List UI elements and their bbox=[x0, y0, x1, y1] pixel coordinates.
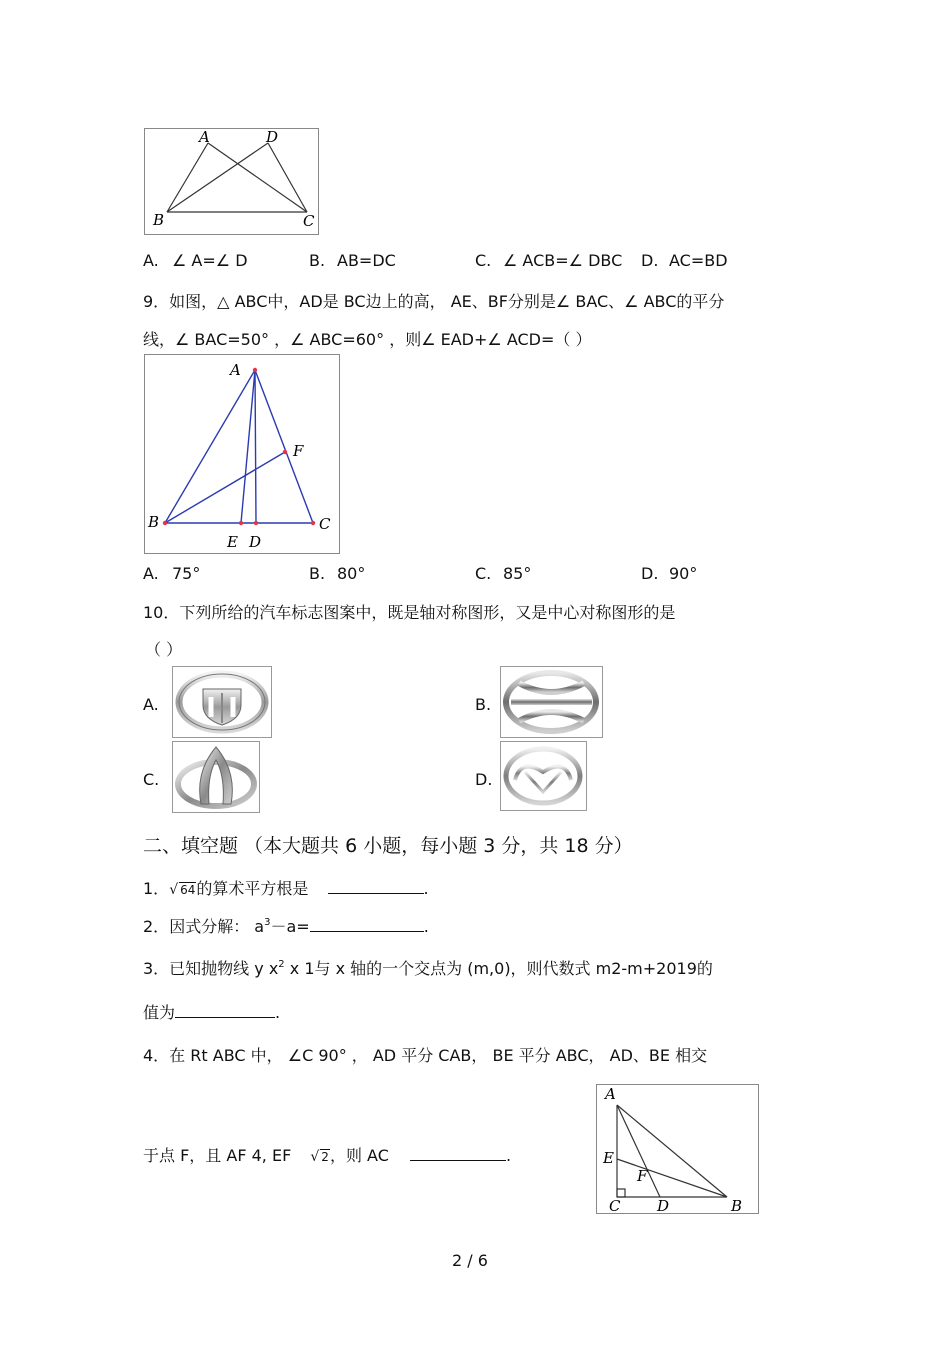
q8-diagram bbox=[145, 129, 318, 234]
q10-option-c-letter: C. bbox=[143, 770, 160, 789]
q10-stem-line1: 10．下列所给的汽车标志图案中，既是轴对称图形，又是中心对称图形的是 bbox=[143, 603, 676, 622]
q10-option-d-letter: D. bbox=[475, 770, 493, 789]
q8-option-b-letter: B. bbox=[309, 251, 326, 270]
fill-q4-figure bbox=[596, 1084, 759, 1214]
q9-label-c: C bbox=[319, 515, 331, 533]
fill-q4-label-a: A bbox=[605, 1085, 616, 1103]
fill-q3-exponent: 2 bbox=[278, 959, 285, 970]
mazda-logo-icon bbox=[500, 741, 587, 811]
fill-q3-text-b: x 1与 x 轴的一个交点为 (m,0)，则代数式 m2-m+2019的 bbox=[284, 959, 713, 978]
hino-logo-icon bbox=[500, 666, 603, 738]
q9-label-e: E bbox=[227, 533, 238, 551]
changan-logo-icon bbox=[172, 741, 260, 813]
fill-q4-text-b: ，则 AC bbox=[329, 1146, 389, 1165]
q8-option-d-letter: D. bbox=[641, 251, 659, 270]
fill-q3-answer-blank[interactable] bbox=[175, 1001, 275, 1018]
fill-q3-text-c: 值为 bbox=[143, 1003, 176, 1022]
q9-figure bbox=[144, 354, 340, 554]
q8-label-d: D bbox=[266, 129, 279, 146]
fill-q3-end: . bbox=[275, 1003, 281, 1022]
fill-q2-end: . bbox=[423, 917, 429, 936]
q9-label-a: A bbox=[230, 361, 241, 379]
q8-option-a-letter: A. bbox=[143, 251, 159, 270]
fill-q4-label-c: C bbox=[609, 1197, 621, 1213]
q8-option-a-text: ∠ A=∠ D bbox=[172, 251, 248, 270]
fill-q1-radicand: 64 bbox=[180, 883, 196, 897]
fill-q2-rest: －a= bbox=[270, 917, 310, 936]
fill-q4-answer-blank[interactable] bbox=[410, 1144, 506, 1161]
q9-label-d: D bbox=[249, 533, 262, 551]
fill-q4-label-d: D bbox=[657, 1197, 670, 1213]
q9-option-c-text: 85° bbox=[503, 564, 532, 583]
q9-label-b: B bbox=[148, 513, 160, 531]
fill-q2-answer-blank[interactable] bbox=[310, 915, 424, 932]
fill-q4-label-e: E bbox=[603, 1149, 614, 1167]
q9-option-b-letter: B. bbox=[309, 564, 326, 583]
q9-label-f: F bbox=[293, 442, 304, 460]
q8-label-a: A bbox=[199, 129, 210, 146]
q9-option-a-letter: A. bbox=[143, 564, 159, 583]
great-wall-logo-icon bbox=[172, 666, 272, 738]
q8-figure bbox=[144, 128, 319, 235]
fill-q4-radicand: 2 bbox=[321, 1150, 329, 1164]
q10-option-a-letter: A. bbox=[143, 695, 159, 714]
q9-diagram bbox=[145, 355, 339, 553]
fill-q2-number: 2． bbox=[143, 917, 170, 936]
q9-option-a-text: 75° bbox=[172, 564, 201, 583]
page-number: 2 / 6 bbox=[452, 1251, 488, 1270]
fill-q4-text-a: 于点 F，且 AF 4, EF bbox=[143, 1146, 292, 1165]
q8-option-b-text: AB=DC bbox=[337, 251, 396, 270]
fill-q4-end: . bbox=[505, 1146, 512, 1165]
fill-q4-diagram bbox=[597, 1085, 758, 1213]
q9-stem-line1: 9．如图，△ ABC中，AD是 BC边上的高， AE、BF分别是∠ BAC、∠ ABC的平分 bbox=[143, 292, 725, 311]
fill-q2-exponent: 3 bbox=[264, 917, 271, 928]
q9-option-d-letter: D. bbox=[641, 564, 659, 583]
q10-option-b-letter: B. bbox=[475, 695, 492, 714]
fill-q1-answer-blank[interactable] bbox=[328, 877, 424, 894]
q8-option-d-text: AC=BD bbox=[669, 251, 728, 270]
fill-q4-line1: 4．在 Rt ABC 中， ∠C 90° ， AD 平分 CAB， BE 平分 ABC， AD、BE 相交 bbox=[143, 1046, 708, 1065]
fill-q4-line2: 于点 F，且 AF 4, EF √ 2，则 AC . bbox=[143, 1146, 512, 1165]
q8-label-b: B bbox=[153, 211, 165, 229]
fill-q2 bbox=[143, 914, 429, 937]
fill-q3-text-a: 3．已知抛物线 y x bbox=[143, 959, 279, 978]
fill-q4-label-f: F bbox=[637, 1167, 648, 1185]
q8-label-c: C bbox=[303, 212, 315, 230]
q9-option-c-letter: C. bbox=[475, 564, 492, 583]
fill-q3-line2 bbox=[143, 1000, 280, 1023]
q10-stem-line2: （ ） bbox=[145, 640, 183, 659]
fill-q3-line1 bbox=[143, 956, 713, 979]
fill-q1-number: 1． bbox=[143, 879, 170, 898]
fill-q1: 1．√ 64的算术平方根是 . bbox=[143, 879, 429, 898]
q8-option-c-text: ∠ ACB=∠ DBC bbox=[503, 251, 623, 270]
fill-q2-text: 因式分解： a bbox=[169, 917, 265, 936]
q8-option-c-letter: C. bbox=[475, 251, 492, 270]
q9-stem-line2: 线，∠ BAC=50° ，∠ ABC=60° ，则∠ EAD+∠ ACD=（ ） bbox=[143, 330, 592, 349]
q9-option-b-text: 80° bbox=[337, 564, 366, 583]
fill-q1-text: 的算术平方根是 bbox=[196, 879, 309, 898]
fill-q1-end: . bbox=[423, 879, 429, 898]
fill-q4-label-b: B bbox=[731, 1197, 743, 1213]
q9-option-d-text: 90° bbox=[669, 564, 698, 583]
section-title: 二、填空题 （本大题共 6 小题，每小题 3 分，共 18 分） bbox=[143, 835, 633, 857]
